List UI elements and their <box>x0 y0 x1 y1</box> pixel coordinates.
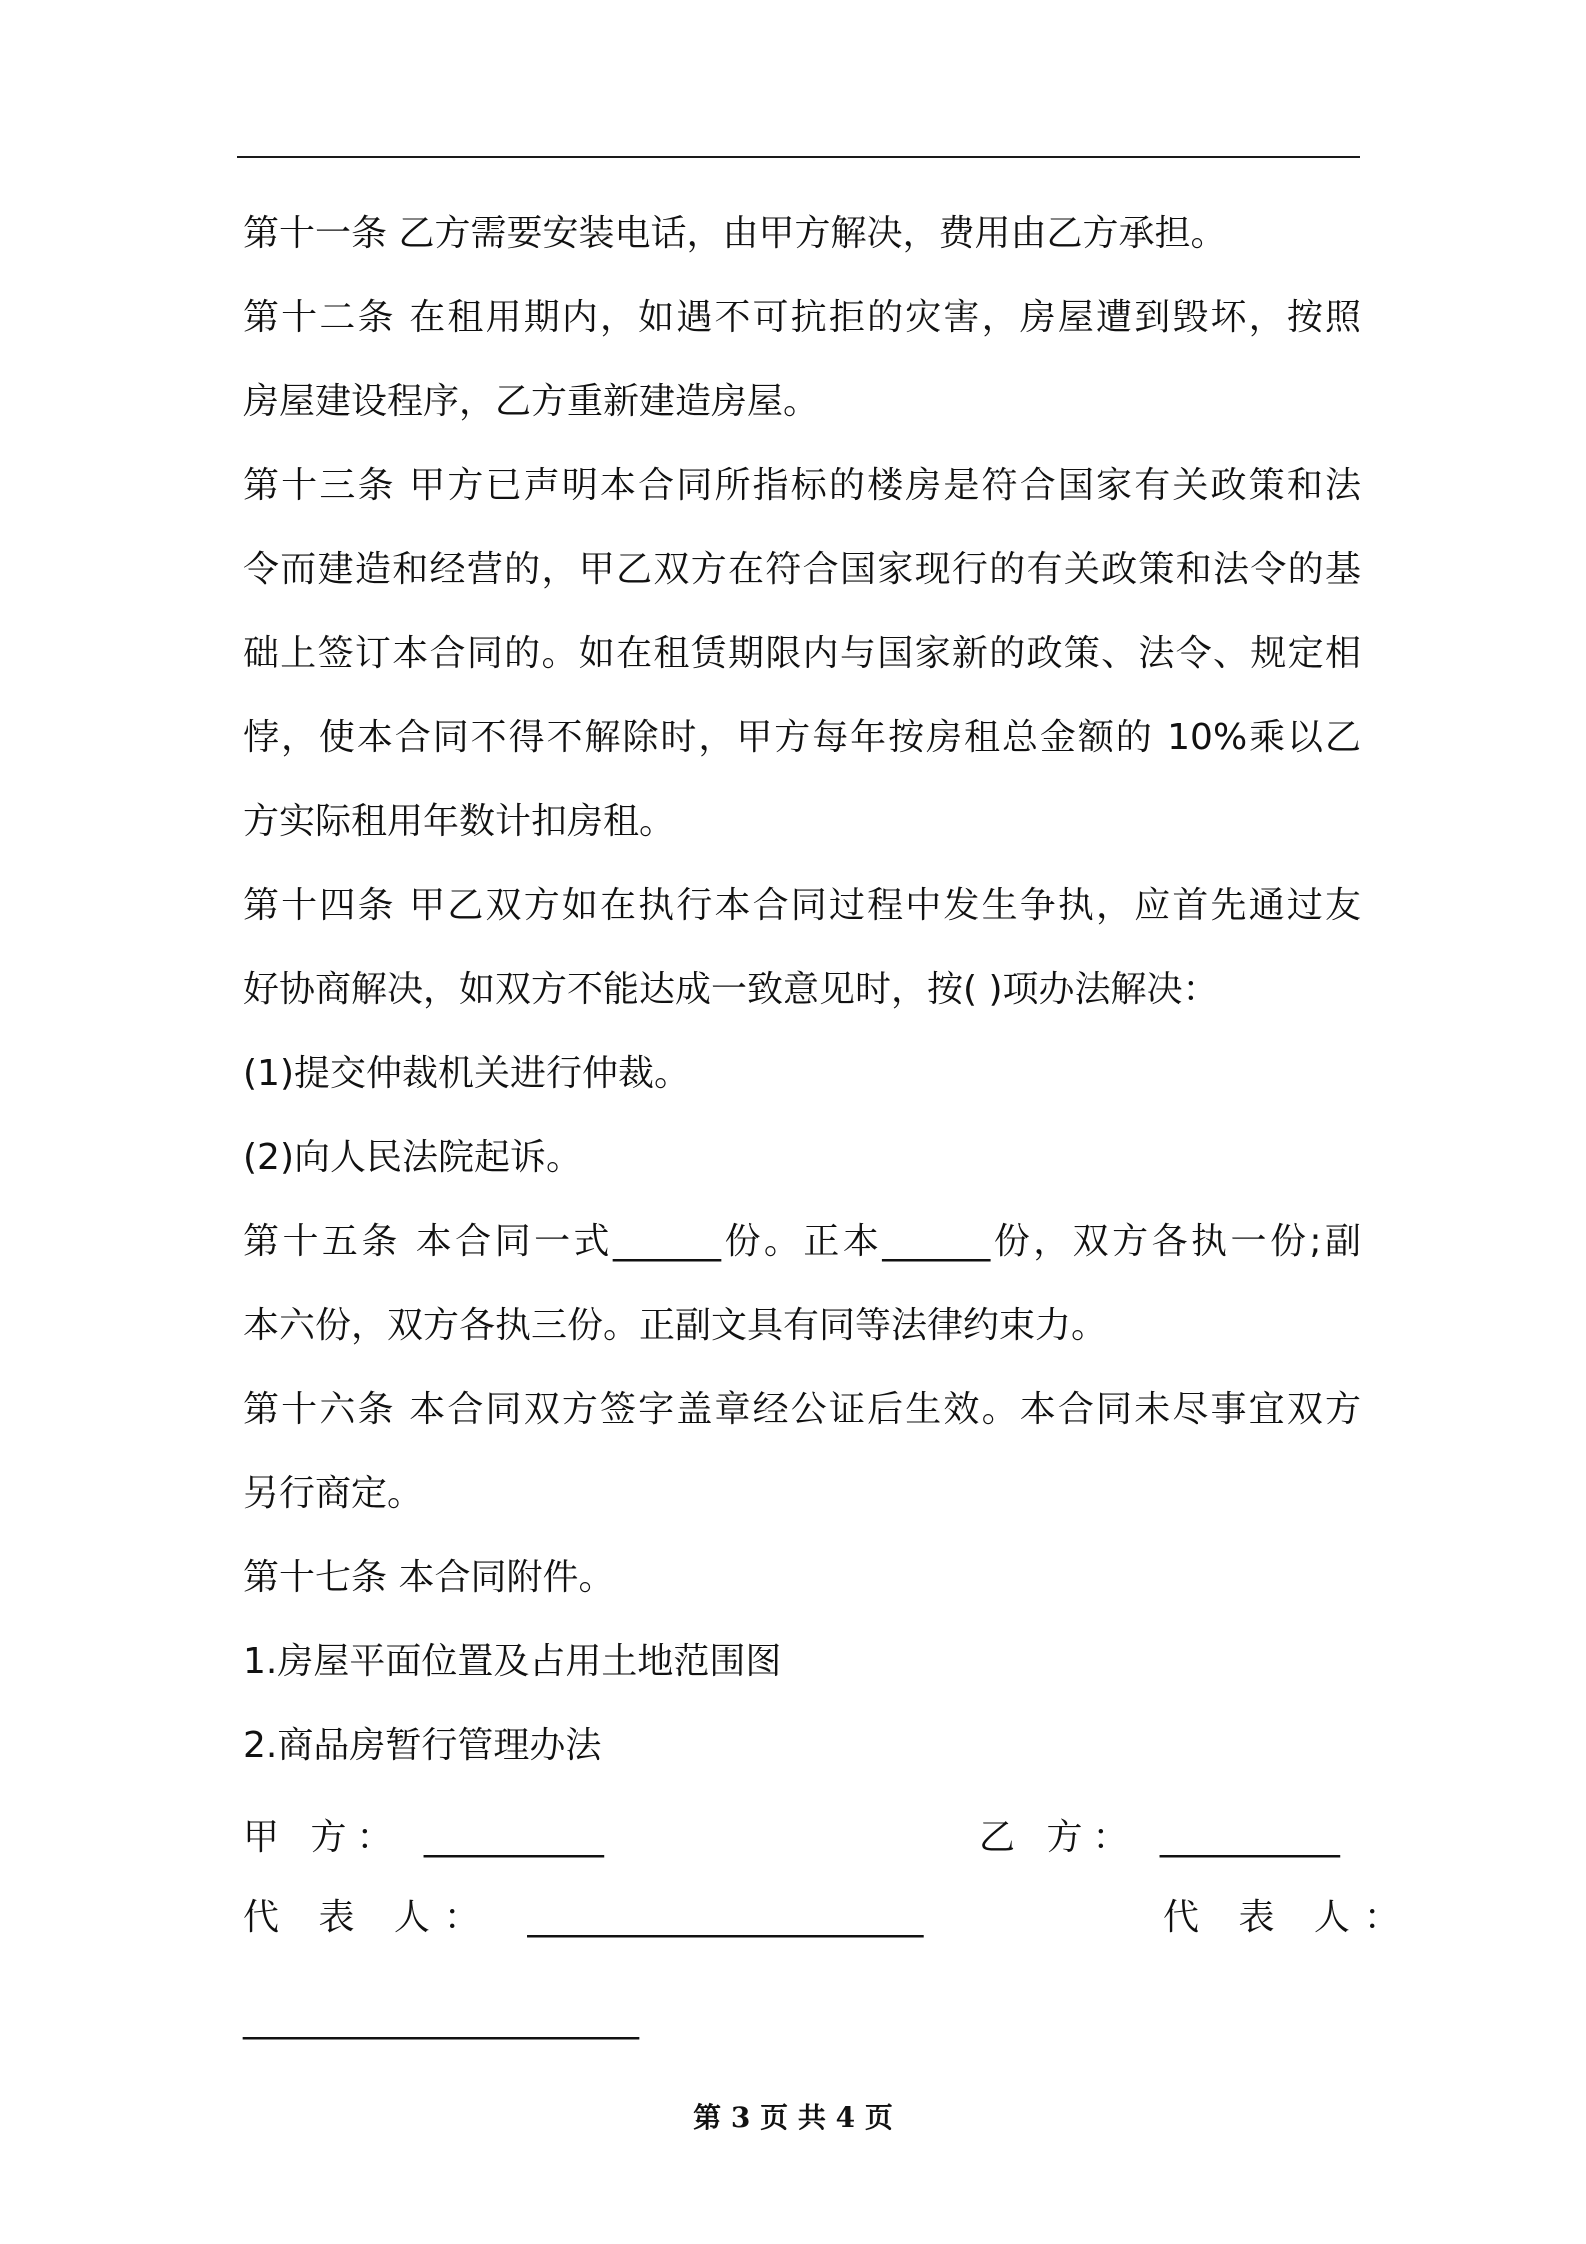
clause-13-line-2: 令而建造和经营的，甲乙双方在符合国家现行的有关政策和法令的基 <box>243 549 1361 590</box>
attachment-2: 2.商品房暂行管理办法 <box>243 1725 602 1766</box>
rep-a-signature <box>243 1878 923 1958</box>
rep-b-blank: ______________________ <box>243 1999 639 2040</box>
party-a-signature <box>243 1798 604 1878</box>
rep-b-signature <box>1163 1878 1414 1958</box>
clause-15-line-1: 第十五条 本合同一式______份。正本______份，双方各执一份;副 <box>243 1221 1361 1262</box>
clause-15-line-2: 本六份，双方各执三份。正副文具有同等法律约束力。 <box>243 1305 1108 1346</box>
clause-14-line-2: 好协商解决，如双方不能达成一致意见时，按( )项办法解决： <box>243 969 1219 1010</box>
rep-b-label: 代 表 人： <box>1163 1897 1414 1938</box>
clause-14-line-1: 第十四条 甲乙双方如在执行本合同过程中发生争执，应首先通过友 <box>243 885 1361 926</box>
clause-17: 第十七条 本合同附件。 <box>243 1557 615 1598</box>
signature-row-representatives <box>243 1878 1414 1958</box>
party-b-label: 乙 方： <box>979 1817 1139 1858</box>
rep-a-label: 代 表 人： <box>243 1897 494 1938</box>
party-a-label: 甲 方： <box>243 1817 403 1858</box>
party-b-signature <box>979 1798 1340 1878</box>
clause-16-line-1: 第十六条 本合同双方签字盖章经公证后生效。本合同未尽事宜双方 <box>243 1389 1361 1430</box>
signature-row-overflow <box>243 1980 1361 2060</box>
party-a-blank: __________ <box>423 1817 604 1858</box>
header-rule <box>237 156 1360 158</box>
page-number: 第 3 页 共 4 页 <box>693 2101 893 2134</box>
clause-13-line-1: 第十三条 甲方已声明本合同所指标的楼房是符合国家有关政策和法 <box>243 465 1361 506</box>
clause-16-line-2: 另行商定。 <box>243 1473 424 1514</box>
clause-11: 第十一条 乙方需要安装电话，由甲方解决，费用由乙方承担。 <box>243 213 1227 254</box>
clause-14-option-2: (2)向人民法院起诉。 <box>243 1137 582 1178</box>
clause-13-line-5: 方实际租用年数计扣房租。 <box>243 801 676 842</box>
party-b-blank: __________ <box>1159 1817 1340 1858</box>
clause-13-line-3: 础上签订本合同的。如在租赁期限内与国家新的政策、法令、规定相 <box>243 633 1361 674</box>
clause-13-line-4: 悖，使本合同不得不解除时，甲方每年按房租总金额的 10%乘以乙 <box>243 717 1361 758</box>
rep-a-blank: ______________________ <box>527 1897 924 1938</box>
signature-row-parties <box>243 1798 1361 1878</box>
document-body <box>243 192 1414 2060</box>
attachment-1: 1.房屋平面位置及占用土地范围图 <box>243 1641 782 1682</box>
clause-12-line-1: 第十二条 在租用期内，如遇不可抗拒的灾害，房屋遭到毁坏，按照 <box>243 297 1361 338</box>
clause-14-option-1: (1)提交仲裁机关进行仲裁。 <box>243 1053 690 1094</box>
clause-12-line-2: 房屋建设程序，乙方重新建造房屋。 <box>243 381 820 422</box>
